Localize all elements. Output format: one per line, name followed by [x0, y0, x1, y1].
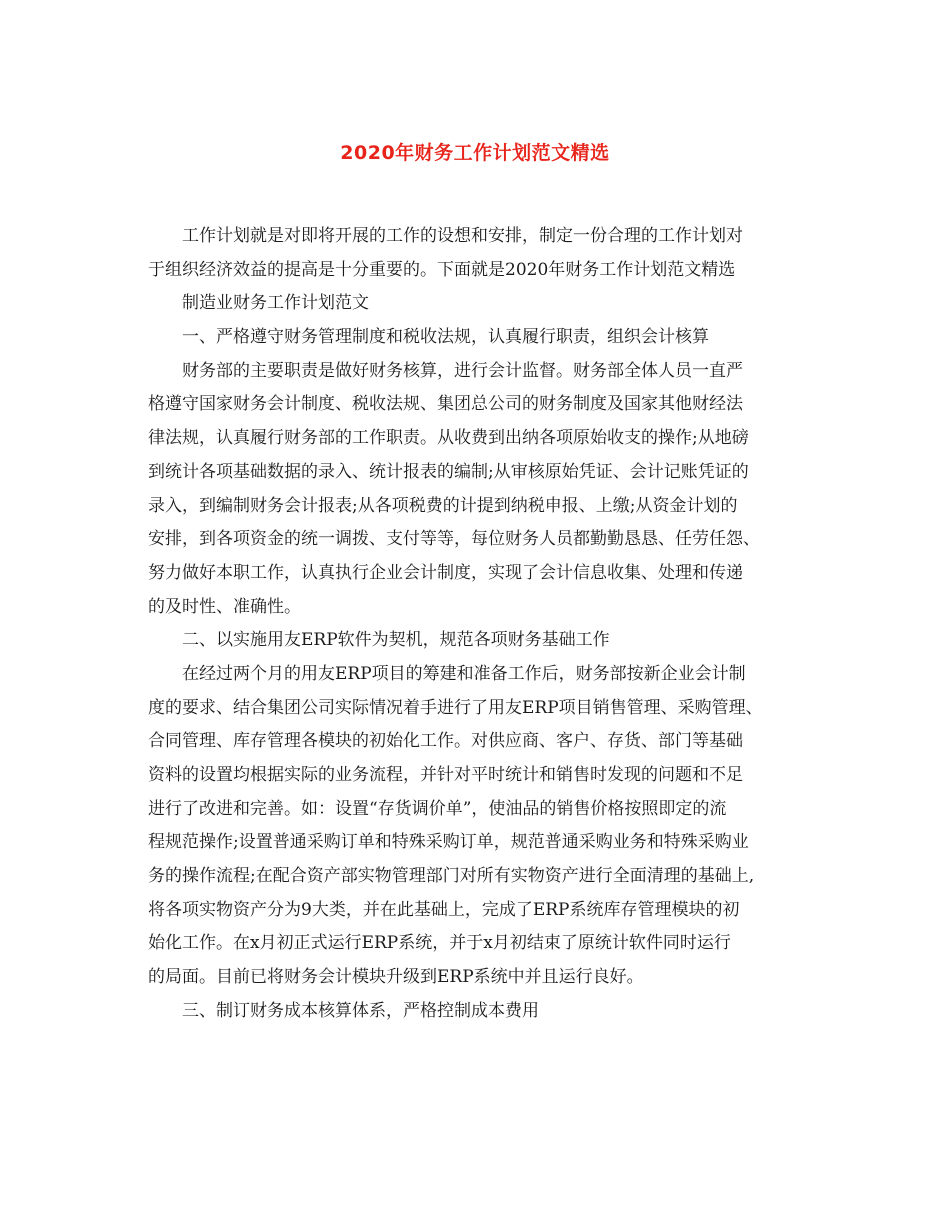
text-line: 度的要求、结合集团公司实际情况着手进行了用友ERP项目销售管理、采购管理、 [148, 697, 763, 718]
text-line: 务的操作流程;在配合资产部实物管理部门对所有实物资产进行全面清理的基础上, [148, 866, 755, 887]
text-line: 在经过两个月的用友ERP项目的筹建和准备工作后，财务部按新企业会计制 [182, 663, 746, 684]
text-line: 律法规，认真履行财务部的工作职责。从收费到出纳各项原始收支的操作;从地磅 [148, 428, 749, 449]
text-line: 的及时性、准确性。 [148, 596, 301, 617]
text-line: 努力做好本职工作，认真执行企业会计制度，实现了会计信息收集、处理和传递 [148, 562, 743, 583]
text-line: 二、以实施用友ERP软件为契机，规范各项财务基础工作 [182, 630, 610, 651]
text-line: 格遵守国家财务会计制度、税收法规、集团总公司的财务制度及国家其他财经法 [148, 394, 743, 415]
text-line: 程规范操作;设置普通采购订单和特殊采购订单，规范普通采购业务和特殊采购业 [148, 832, 749, 853]
text-line: 将各项实物资产分为9大类，并在此基础上，完成了ERP系统库存管理模块的初 [148, 899, 740, 920]
text-line: 进行了改进和完善。如：设置“存货调价单”，使油品的销售价格按照即定的流 [148, 798, 727, 819]
text-line: 资料的设置均根据实际的业务流程，并针对平时统计和销售时发现的问题和不足 [148, 765, 743, 785]
text-line: 录入，到编制财务会计报表;从各项税费的计提到纳税申报、上缴;从资金计划的 [148, 495, 738, 516]
text-line: 工作计划就是对即将开展的工作的设想和安排，制定一份合理的工作计划对 [182, 226, 743, 246]
text-line: 的局面。目前已将财务会计模块升级到ERP系统中并且运行良好。 [148, 967, 644, 988]
text-line: 财务部的主要职责是做好财务核算，进行会计监督。财务部全体人员一直严 [182, 360, 743, 381]
document-body [148, 220, 812, 1029]
text-line: 到统计各项基础数据的录入、统计报表的编制;从审核原始凭证、会计记账凭证的 [148, 461, 749, 482]
text-line: 合同管理、库存管理各模块的初始化工作。对供应商、客户、存货、部门等基础 [148, 731, 743, 752]
text-line: 三、制订财务成本核算体系，严格控制成本费用 [182, 1000, 539, 1021]
text-line: 制造业财务工作计划范文 [182, 293, 369, 314]
document-title: 2020年财务工作计划范文精选 [340, 142, 610, 164]
text-line: 始化工作。在x月初正式运行ERP系统，并于x月初结束了原统计软件同时运行 [148, 933, 731, 954]
text-line: 安排，到各项资金的统一调拨、支付等等，每位财务人员都勤勤恳恳、任劳任怨、 [148, 529, 760, 550]
text-line: 一、严格遵守财务管理制度和税收法规，认真履行职责，组织会计核算 [182, 327, 709, 348]
text-line: 于组织经济效益的提高是十分重要的。下面就是2020年财务工作计划范文精选 [148, 259, 736, 280]
